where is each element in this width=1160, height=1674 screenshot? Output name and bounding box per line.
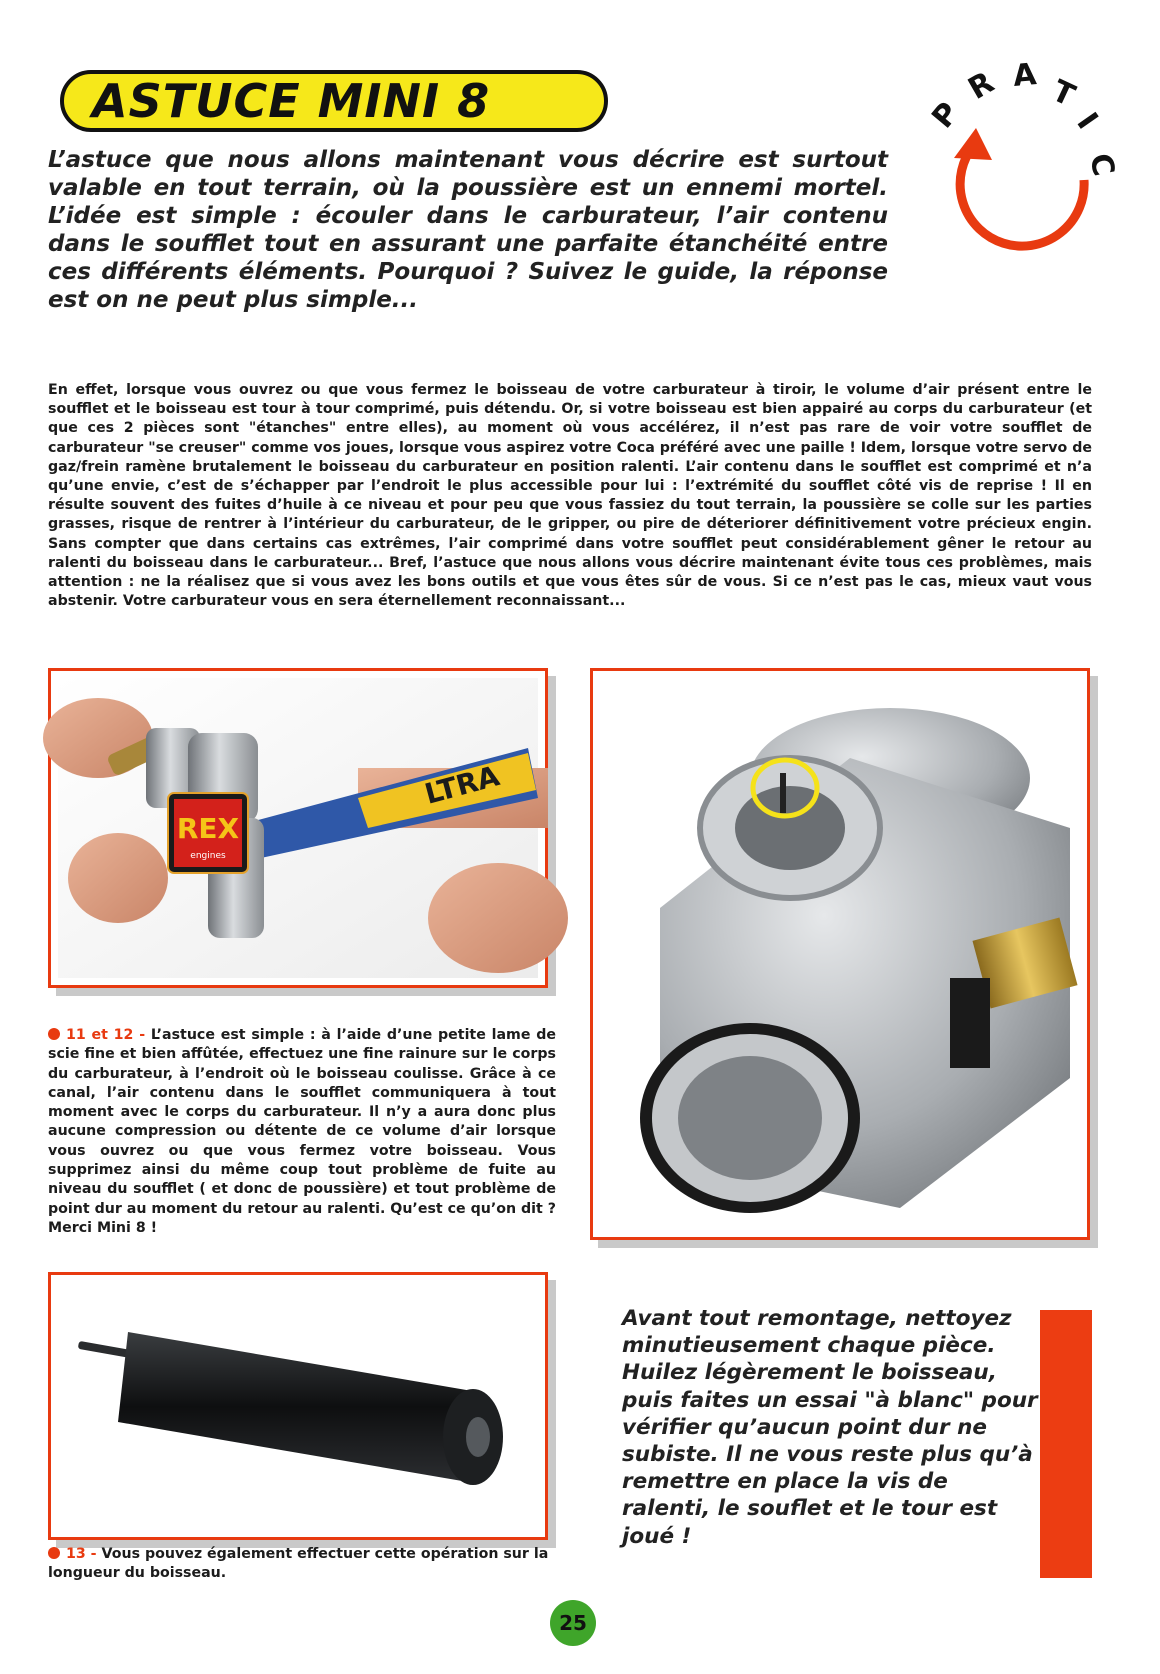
pratic-arrow-icon: [924, 57, 1121, 240]
logo-letter: R: [962, 65, 1001, 107]
rex-logo: REX: [176, 812, 240, 845]
pratic-logo: [924, 57, 1121, 240]
logo-letter: C: [1082, 150, 1121, 180]
page-number: 25: [550, 1600, 596, 1646]
caption-13: [48, 1545, 568, 1584]
photo-12-image: [600, 678, 1080, 1230]
page-title: ASTUCE MINI 8: [92, 74, 491, 128]
rex-sub: engines: [190, 851, 226, 861]
caption-ref: 11 et 12 -: [66, 1027, 146, 1043]
photo-13-image: [58, 1282, 538, 1530]
intro-paragraph: L’astuce que nous allons maintenant vous décrire est surtout valable en tout terrain, où la poussière est un ennemi mortel. L’idée est simple : écouler dans le carburateur, l’air contenu dans le soufflet tout en assurant une parfaite étanchéité entre ces différents éléments. Pourquoi ? Suivez le guide, la réponse est on ne peut plus simple...: [48, 147, 888, 313]
logo-letter: A: [1011, 57, 1038, 94]
bullet-icon: [48, 1028, 60, 1040]
caption-11-12: [48, 1026, 556, 1238]
blade-label: LTRA: [421, 759, 503, 811]
title-banner: [60, 70, 608, 132]
photo-11-frame: [48, 668, 548, 988]
tip-accent-bar: [1040, 1310, 1092, 1578]
caption-text: L’astuce est simple : à l’aide d’une petite lame de scie fine et bien affûtée, effectuez une fine rainure sur le corps du carburateur, à l’endroit où le boisseau coulisse. Grâce à ce canal, l’air contenu dans le soufflet communiquera à tout moment avec le corps du carburateur. Il n’y a aura donc plus aucune compression ou détente de ce volume d’air lorsque vous ouvrez ou que vous fermez votre boisseau. Vous supprimez ainsi du même coup tout problème de fuite au niveau du soufflet ( et donc de poussière) et tout problème de point dur au moment du retour au ralenti. Qu’est ce qu’on dit ? Merci Mini 8 !: [48, 1027, 556, 1236]
caption-text: Vous pouvez également effectuer cette opération sur la longueur du boisseau.: [48, 1546, 549, 1582]
logo-letter: I: [1069, 106, 1105, 136]
body-paragraph: En effet, lorsque vous ouvrez ou que vous fermez le boisseau de votre carburateur à tiroir, le volume d’air présent entre le soufflet et le boisseau est tour à tour comprimé, puis détendu. Or, si votre boisseau est bien appairé au corps du carburateur (et que ces 2 pièces sont "étanches" entre elles), au moment où vous accélérez, il n’est pas rare de voir votre soufflet de carburateur "se creuser" comme vos joues, lorsque vous aspirez votre Coca préféré avec une paille ! Idem, lorsque votre servo de gaz/frein ramène brutalement le boisseau du carburateur en position ralenti. L’air contenu dans le soufflet est comprimé et n’a qu’une envie, c’est de s’échapper par l’endroit le plus accessible pour lui : l’extrémité du soufflet côté vis de reprise ! Il en résulte souvent des fuites d’huile à ce niveau et pour peu que vous fassiez du tout terrain, la poussière se colle sur les parties grasses, risque de rentrer à l’intérieur du carburateur, de le gripper, ou pire de déteriorer définitivement votre précieux engin. Sans compter que dans certains cas extrêmes, l’air comprimé dans votre soufflet peut considérablement gêner le retour au ralenti du boisseau dans le carburateur... Bref, l’astuce que nous allons vous décrire maintenant évite tous ces problèmes, mais attention : ne la réalisez que si vous avez les bons outils et que vous êtes sûr de vous. Si ce n’est pas le cas, mieux vaut vous abstenir. Votre carburateur vous en sera éternellement reconnaissant...: [48, 382, 1092, 610]
photo-13-frame: [48, 1272, 548, 1540]
tip-paragraph: Avant tout remontage, nettoyez minutieusement chaque pièce. Huilez légèrement le boisseau, puis faites un essai "à blanc" pour vérifier qu’aucun point dur ne subiste. Il ne vous reste plus qu’à remettre en place la vis de ralenti, le souflet et le tour est joué !: [622, 1306, 1038, 1549]
logo-letter: P: [925, 95, 967, 136]
caption-ref: 13 -: [66, 1546, 97, 1562]
bullet-icon: [48, 1547, 60, 1559]
photo-11-image: [58, 678, 538, 978]
logo-letter: T: [1046, 73, 1080, 114]
photo-12-frame: [590, 668, 1090, 1240]
